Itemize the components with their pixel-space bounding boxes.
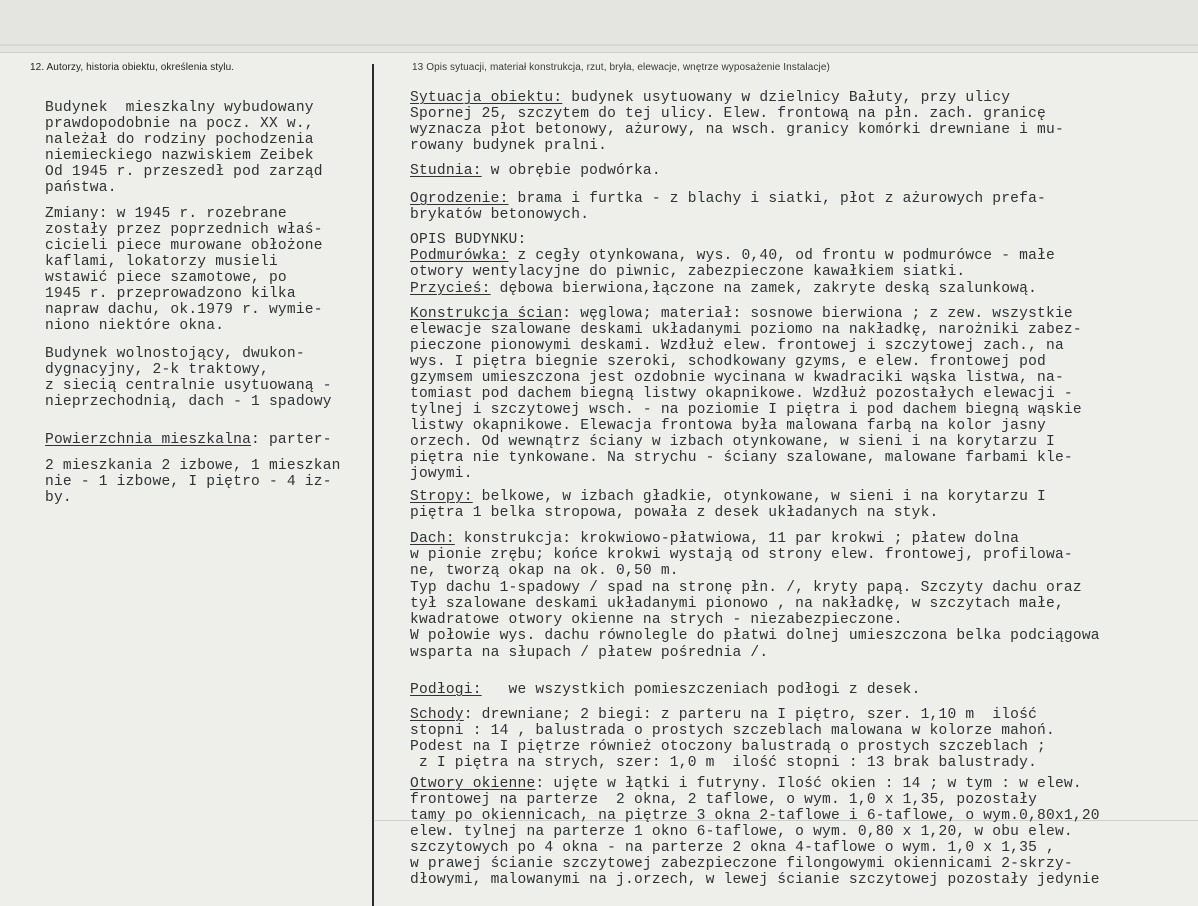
konstrukcja-line: elewacje szalowane deskami układanymi poziomo na nakładkę, narożniki zabez- bbox=[410, 322, 1082, 338]
stropy-text: belkowe, w izbach gładkie, otynkowane, w sieni i na korytarzu I bbox=[472, 489, 1047, 505]
top-scan-band bbox=[0, 0, 1198, 53]
konstrukcja-line: tylnej i szczytowej wsch. - na poziomie I piętra i pod dachem biegną wąskie bbox=[410, 402, 1082, 418]
przycies-text: dębowa bierwiona,łączone na zamek, zakryte deską szalunkową. bbox=[490, 281, 1038, 297]
sytuacja-line: wyznacza płot betonowy, ażurowy, na wsch. granicy komórki drewniane i mu- bbox=[410, 122, 1064, 138]
podmurowka-text: z cegły otynkowana, wys. 0,40, od frontu w podmurówce - małe bbox=[508, 248, 1055, 264]
sytuacja-heading bbox=[410, 90, 1010, 106]
podlogi-label: Podłogi: bbox=[410, 682, 482, 698]
konstrukcja-line: tomiast pod dachem biegną listwy okapnikowe. Wzdłuż pozostałych elewacji - bbox=[410, 386, 1073, 402]
konstrukcja-label: Konstrukcja ścian bbox=[410, 306, 563, 322]
living-area-line: by. bbox=[45, 490, 72, 506]
history-line: państwa. bbox=[45, 180, 117, 196]
changes-line: kaflami, lokatorzy musieli bbox=[45, 254, 278, 270]
changes-line: wstawić piece szamotowe, po bbox=[45, 270, 287, 286]
studnia-heading bbox=[410, 163, 661, 179]
otwory-label: Otwory okienne bbox=[410, 776, 536, 792]
sytuacja-line: Spornej 25, szczytem do tej ulicy. Elew. frontową na płn. zach. granicę bbox=[410, 106, 1046, 122]
living-area-heading bbox=[45, 432, 332, 448]
sytuacja-line: rowany budynek pralni. bbox=[410, 138, 608, 154]
studnia-label: Studnia: bbox=[410, 163, 482, 179]
schody-line: stopni : 14 , balustrada o prostych szczeblach malowana w kolorze mahoń. bbox=[410, 723, 1055, 739]
podmurowka-label: Podmurówka: bbox=[410, 248, 509, 264]
column-divider bbox=[372, 64, 374, 906]
otwory-line: tamy po okiennicach, na piętrze 3 okna 2-taflowe i 6-taflowe, o wym.0,80x1,20 bbox=[410, 808, 1100, 824]
konstrukcja-line: piętra nie tynkowane. Na strychu - ściany szalowane, malowane farbami kle- bbox=[410, 450, 1073, 466]
ogrodzenie-line: brykatów betonowych. bbox=[410, 207, 590, 223]
opis-budynku-heading: OPIS BUDYNKU: bbox=[410, 232, 527, 248]
history-line: Od 1945 r. przeszedł pod zarząd bbox=[45, 164, 323, 180]
otwory-line: w prawej ścianie szczytowej zabezpieczone filongowymi okiennicami 2-skrzy- bbox=[410, 856, 1073, 872]
building-type-line: nieprzechodnią, dach - 1 spadowy bbox=[45, 394, 332, 410]
podmurowka-heading bbox=[410, 248, 1055, 264]
page-fold bbox=[0, 44, 1198, 46]
podlogi-heading bbox=[410, 682, 921, 698]
otwory-line: elew. tylnej na parterze 1 okno 6-taflowe, o wym. 0,80 x 1,20, w obu elew. bbox=[410, 824, 1073, 840]
changes-line: Zmiany: w 1945 r. rozebrane bbox=[45, 206, 287, 222]
changes-line: napraw dachu, ok.1979 r. wymie- bbox=[45, 302, 323, 318]
studnia-text: w obrębie podwórka. bbox=[481, 163, 661, 179]
konstrukcja-line: orzech. Od wewnątrz ściany w izbach otynkowane, w sieni i na korytarzu I bbox=[410, 434, 1055, 450]
changes-line: cicieli piece murowane obłożone bbox=[45, 238, 323, 254]
przycies-label: Przycieś: bbox=[410, 281, 491, 297]
living-area-text: : parter- bbox=[251, 432, 332, 448]
building-type-line: z siecią centralnie usytuowaną - bbox=[45, 378, 332, 394]
schody-label: Schody bbox=[410, 707, 464, 723]
section-12-header: 12. Autorzy, historia obiektu, określenia stylu. bbox=[30, 62, 235, 73]
sytuacja-label: Sytuacja obiektu: bbox=[410, 90, 563, 106]
history-line: niemieckiego nazwiskiem Zeibek bbox=[45, 148, 314, 164]
dach-text: konstrukcja: krokwiowo-płatwiowa, 11 par krokwi ; płatew dolna bbox=[454, 531, 1020, 547]
dach-line: ne, tworzą okap na ok. 0,50 m. bbox=[410, 563, 679, 579]
dach-line: w pionie zrębu; końce krokwi wystają od strony elew. frontowej, profilowa- bbox=[410, 547, 1073, 563]
otwory-line: dłowymi, malowanymi na j.orzech, w lewej ścianie szczytowej pozostały jedynie bbox=[410, 872, 1100, 888]
section-13-header: 13 Opis sytuacji, materiał konstrukcja, rzut, bryła, elewacje, wnętrze wyposażenie Instalacje) bbox=[412, 62, 830, 73]
stropy-line: piętra 1 belka stropowa, powała z desek układanych na styk. bbox=[410, 505, 939, 521]
otwory-heading bbox=[410, 776, 1082, 792]
dach-line: kwadratowe otwory okienne na strych - niezabezpieczone. bbox=[410, 612, 903, 628]
podlogi-text: we wszystkich pomieszczeniach podłogi z desek. bbox=[481, 682, 921, 698]
ogrodzenie-text: brama i furtka - z blachy i siatki, płot z ażurowych prefa- bbox=[508, 191, 1047, 207]
living-area-line: 2 mieszkania 2 izbowe, 1 mieszkan bbox=[45, 458, 341, 474]
building-type-line: Budynek wolnostojący, dwukon- bbox=[45, 346, 305, 362]
history-line: Budynek mieszkalny wybudowany bbox=[45, 100, 314, 116]
changes-line: zostały przez poprzednich właś- bbox=[45, 222, 323, 238]
konstrukcja-text: : węglowa; materiał: sosnowe bierwiona ; z zew. wszystkie bbox=[562, 306, 1073, 322]
otwory-text: : ujęte w łątki i futryny. Ilość okien : 14 ; w tym : w elew. bbox=[535, 776, 1082, 792]
konstrukcja-line: jowymi. bbox=[410, 466, 473, 482]
living-area-line: nie - 1 izbowe, I piętro - 4 iz- bbox=[45, 474, 332, 490]
history-line: prawdopodobnie na pocz. XX w., bbox=[45, 116, 314, 132]
history-line: należał do rodziny pochodzenia bbox=[45, 132, 314, 148]
sytuacja-text: budynek usytuowany w dzielnicy Bałuty, przy ulicy bbox=[562, 90, 1011, 106]
ogrodzenie-heading bbox=[410, 191, 1046, 207]
dach-line: wsparta na słupach / płatew pośrednia /. bbox=[410, 645, 769, 661]
konstrukcja-line: pieczone pionowymi deskami. Wzdłuż elew. frontowej i szczytowej zach., na bbox=[410, 338, 1064, 354]
stropy-heading bbox=[410, 489, 1046, 505]
schody-text: : drewniane; 2 biegi: z parteru na I piętro, szer. 1,10 m ilość bbox=[463, 707, 1038, 723]
schody-heading bbox=[410, 707, 1037, 723]
otwory-line: szczytowych po 4 okna - na parterze 2 okna 4-taflowe o wym. 1,0 x 1,35 , bbox=[410, 840, 1055, 856]
dach-line: W połowie wys. dachu równolegle do płatwi dolnej umieszczona belka podciągowa bbox=[410, 628, 1100, 644]
ogrodzenie-label: Ogrodzenie: bbox=[410, 191, 509, 207]
podmurowka-line: otwory wentylacyjne do piwnic, zabezpieczone kawałkiem siatki. bbox=[410, 264, 966, 280]
living-area-label: Powierzchnia mieszkalna bbox=[45, 432, 252, 448]
dach-heading bbox=[410, 531, 1019, 547]
przycies-heading bbox=[410, 281, 1037, 297]
schody-line: z I piętra na strych, szer: 1,0 m ilość stopni : 13 brak balustrady. bbox=[410, 755, 1038, 771]
konstrukcja-line: wys. I piętra biegnie szeroki, schodkowany gzyms, e elew. frontowej pod bbox=[410, 354, 1046, 370]
otwory-line: frontowej na parterze 2 okna, 2 taflowe, o wym. 1,0 x 1,35, pozostały bbox=[410, 792, 1038, 808]
building-type-line: dygnacyjny, 2-k traktowy, bbox=[45, 362, 269, 378]
dach-line: Typ dachu 1-spadowy / spad na stronę płn. /, kryty papą. Szczyty dachu oraz bbox=[410, 580, 1082, 596]
changes-line: niono niektóre okna. bbox=[45, 318, 225, 334]
stropy-label: Stropy: bbox=[410, 489, 473, 505]
dach-line: tył szalowane deskami układanymi pionowo , na nakładkę, w szczytach małe, bbox=[410, 596, 1064, 612]
konstrukcja-line: listwy okapnikowe. Elewacja frontowa była malowana farbą na kolor jasny bbox=[410, 418, 1046, 434]
konstrukcja-line: gzymsem umieszczona jest ozdobnie wycinana w kwadraciki wąska listwa, na- bbox=[410, 370, 1064, 386]
changes-line: 1945 r. przeprowadzono kilka bbox=[45, 286, 296, 302]
dach-label: Dach: bbox=[410, 531, 455, 547]
konstrukcja-heading bbox=[410, 306, 1073, 322]
schody-line: Podest na I piętrze również otoczony balustradą o prostych szczeblach ; bbox=[410, 739, 1046, 755]
